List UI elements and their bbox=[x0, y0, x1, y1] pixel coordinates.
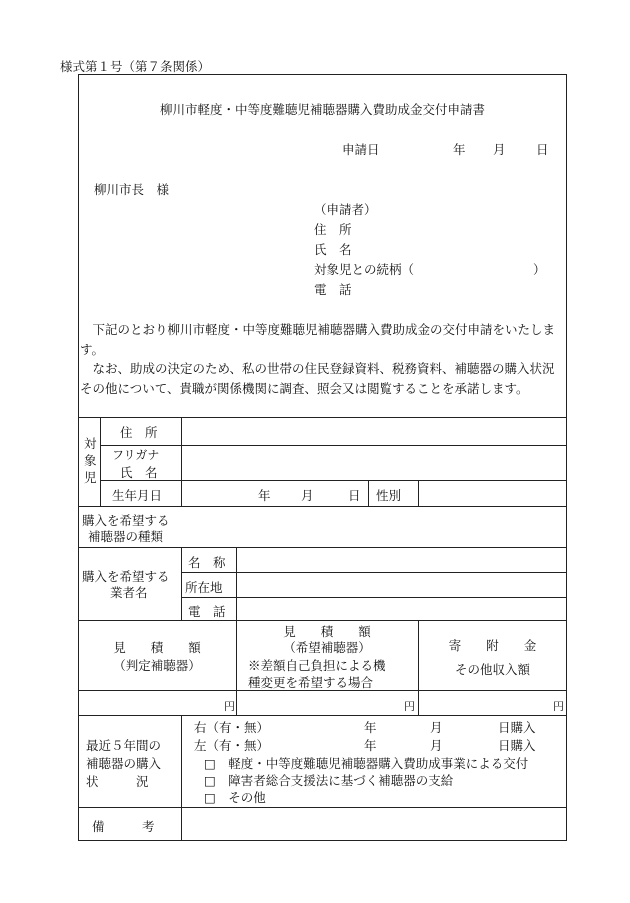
hearing-aid-type-field[interactable] bbox=[182, 507, 566, 546]
consent-paragraph-2: なお、助成の決定のため、私の世帯の住民登録資料、税務資料、補聴器の購入状況その他について、貴職が関係機関に調査、照会又は閲覧することを承諾します。 bbox=[80, 361, 555, 396]
applicant-name-label: 氏 名 bbox=[314, 242, 352, 257]
birth-month-unit: 月 bbox=[301, 488, 314, 503]
estimate-col1-sub: （判定補聴器） bbox=[113, 658, 201, 673]
birth-year-unit: 年 bbox=[258, 488, 271, 503]
estimate-col3-title: 寄 附 金 bbox=[448, 638, 537, 653]
history-label-1: 最近５年間の bbox=[86, 738, 162, 753]
estimate-desired-amount-field[interactable] bbox=[237, 691, 417, 714]
date-label: 申請日 bbox=[342, 142, 380, 157]
child-address-label: 住 所 bbox=[120, 425, 158, 440]
vendor-name-field[interactable] bbox=[237, 548, 566, 571]
history-left-year-unit: 年 bbox=[364, 738, 377, 753]
estimate-col2-sub: （希望補聴器） bbox=[283, 640, 371, 655]
birth-day-unit: 日 bbox=[348, 488, 361, 503]
estimate-judged-amount-field[interactable] bbox=[79, 691, 235, 714]
date-month-unit: 月 bbox=[493, 142, 506, 157]
estimate-col2-title: 見 積 額 bbox=[283, 624, 371, 639]
history-right-ear[interactable]: 右（有・無） bbox=[194, 720, 270, 735]
consent-paragraph-1: 下記のとおり柳川市軽度・中等度難聴児補聴器購入費助成金の交付申請をいたします。 bbox=[80, 322, 556, 357]
yen-unit-3: 円 bbox=[553, 700, 564, 713]
date-day-unit: 日 bbox=[536, 142, 549, 157]
history-left-day-unit: 日購入 bbox=[498, 738, 536, 753]
applicant-address-label: 住 所 bbox=[314, 222, 352, 237]
history-left-ear[interactable]: 左（有・無） bbox=[194, 738, 270, 753]
gender-label: 性別 bbox=[376, 488, 402, 503]
history-label-2: 補聴器の購入 bbox=[86, 756, 162, 771]
estimate-col2-note-1: ※差額自己負担による機 bbox=[248, 658, 386, 673]
history-right-year-unit: 年 bbox=[364, 720, 377, 735]
history-right-day-unit: 日購入 bbox=[498, 720, 536, 735]
child-label-3: 児 bbox=[84, 470, 97, 485]
remarks-label: 備 考 bbox=[92, 819, 155, 834]
applicant-phone-label: 電 話 bbox=[314, 282, 352, 297]
vendor-phone-field[interactable] bbox=[237, 598, 566, 619]
history-option-support-act-checkbox[interactable]: □ 障害者総合支援法に基づく補聴器の支給 bbox=[204, 773, 454, 788]
donation-amount-field[interactable] bbox=[419, 691, 566, 714]
gender-field[interactable] bbox=[419, 481, 566, 505]
vendor-location-label: 所在地 bbox=[185, 580, 223, 595]
applicant-relation-close: ） bbox=[533, 262, 546, 277]
vendor-label-1: 購入を希望する bbox=[82, 569, 170, 584]
applicant-heading: （申請者） bbox=[314, 202, 377, 217]
history-option-other-checkbox[interactable]: □ その他 bbox=[204, 790, 266, 805]
child-label-2: 象 bbox=[84, 453, 97, 468]
hearing-aid-type-label-1: 購入を希望する bbox=[82, 513, 170, 528]
estimate-col1-title: 見 積 額 bbox=[113, 640, 201, 655]
yen-unit-1: 円 bbox=[224, 700, 235, 713]
form-title: 柳川市軽度・中等度難聴児補聴器購入費助成金交付申請書 bbox=[159, 102, 485, 117]
history-right-month-unit: 月 bbox=[430, 720, 443, 735]
hearing-aid-type-label-2: 補聴器の種類 bbox=[88, 529, 164, 544]
addressee: 柳川市長 様 bbox=[94, 182, 170, 197]
history-label-3: 状 況 bbox=[86, 774, 149, 789]
estimate-col3-sub: その他収入額 bbox=[454, 662, 530, 677]
yen-unit-2: 円 bbox=[404, 700, 415, 713]
form-number: 様式第１号（第７条関係） bbox=[60, 59, 211, 74]
remarks-field[interactable] bbox=[182, 808, 566, 840]
child-address-field[interactable] bbox=[182, 418, 566, 444]
estimate-col2-note-2: 種変更を希望する場合 bbox=[248, 675, 374, 690]
child-birthdate-field[interactable] bbox=[182, 481, 367, 505]
child-label-1: 対 bbox=[84, 436, 97, 451]
child-name-label: 氏 名 bbox=[120, 465, 158, 480]
vendor-name-label: 名 称 bbox=[188, 555, 226, 570]
vendor-location-field[interactable] bbox=[237, 573, 566, 596]
child-birthdate-label: 生年月日 bbox=[112, 488, 163, 503]
history-left-month-unit: 月 bbox=[430, 738, 443, 753]
date-year-unit: 年 bbox=[453, 142, 466, 157]
child-name-field[interactable] bbox=[182, 446, 566, 479]
vendor-phone-label: 電 話 bbox=[188, 604, 226, 619]
vendor-label-2: 業者名 bbox=[110, 585, 148, 600]
history-option-subsidy-checkbox[interactable]: □ 軽度・中等度難聴児補聴器購入費助成事業による交付 bbox=[204, 756, 529, 771]
child-furigana-label: フリガナ bbox=[112, 448, 160, 462]
applicant-relation-label: 対象児との続柄（ bbox=[314, 262, 415, 277]
